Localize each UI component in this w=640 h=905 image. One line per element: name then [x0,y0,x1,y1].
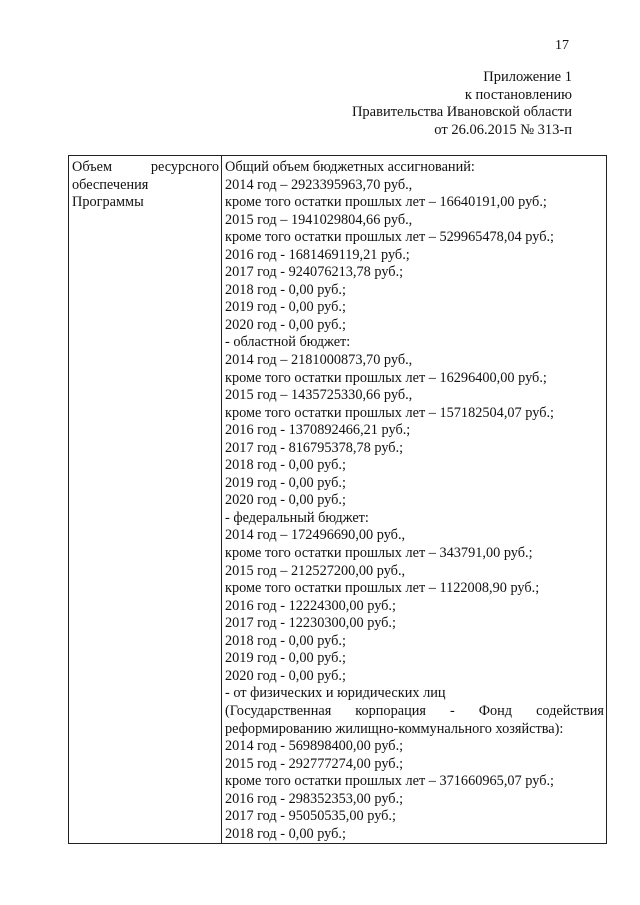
resource-row [69,156,607,844]
label-line-3: Программы [72,194,144,211]
content-line: 2014 год – 2923395963,70 руб., [225,176,413,193]
content-line: 2014 год – 172496690,00 руб., [225,527,406,544]
content-line: (Государственная корпорация - Фонд содействия [225,702,604,719]
content-line: 2020 год - 0,00 руб.; [225,316,346,333]
content-line: - федеральный бюджет: [225,509,369,526]
content-line: 2018 год - 0,00 руб.; [225,281,346,298]
content-line: 2015 год – 1435725330,66 руб., [225,387,413,404]
content-line: 2019 год - 0,00 руб.; [225,650,346,667]
content-line: кроме того остатки прошлых лет – 16640191,00 руб.; [225,194,547,211]
content-line: 2016 год - 1370892466,21 руб.; [225,422,411,439]
content-line: 2016 год - 1681469119,21 руб.; [225,246,410,263]
content-line: реформированию жилищно-коммунального хозяйства): [225,720,564,737]
appendix-header [352,69,572,139]
content-line: 2018 год - 0,00 руб.; [225,825,346,842]
content-line: - областной бюджет: [225,334,351,351]
label-line-2: обеспечения [72,176,149,193]
resource-label-cell [69,156,222,844]
content-line: 2019 год - 0,00 руб.; [225,474,346,491]
content-line: 2019 год - 0,00 руб.; [225,299,346,316]
content-line: 2017 год - 12230300,00 руб.; [225,615,396,632]
content-line: - от физических и юридических лиц [225,685,446,702]
content-line: кроме того остатки прошлых лет – 1122008,90 руб.; [225,580,540,597]
content-line: 2015 год – 1941029804,66 руб., [225,211,413,228]
content-line: 2020 год - 0,00 руб.; [225,667,346,684]
content-line: 2017 год - 816795378,78 руб.; [225,439,404,456]
label-word-resource: ресурсного [150,159,219,175]
content-line: 2018 год - 0,00 руб.; [225,632,346,649]
content-line: кроме того остатки прошлых лет – 16296400,00 руб.; [225,369,547,386]
content-line: 2015 год – 212527200,00 руб., [225,562,406,579]
content-line: 2014 год - 569898400,00 руб.; [225,738,404,755]
appendix-date-number: от 26.06.2015 № 313-п [434,121,572,138]
content-line: кроме того остатки прошлых лет – 343791,00 руб.; [225,545,533,562]
appendix-to-resolution: к постановлению [464,86,572,103]
content-line: Общий объем бюджетных ассигнований: [225,159,475,175]
appendix-title: Приложение 1 [483,69,572,85]
content-line: 2016 год - 298352353,00 руб.; [225,790,404,807]
label-line-1 [72,159,219,177]
content-line: 2017 год - 95050535,00 руб.; [225,808,396,825]
content-line: 2014 год – 2181000873,70 руб., [225,352,413,369]
label-word-volume: Объем [72,159,113,175]
content-line: кроме того остатки прошлых лет – 371660965,07 руб.; [225,773,555,790]
content-line: 2020 год - 0,00 руб.; [225,492,346,509]
content-line: 2016 год - 12224300,00 руб.; [225,597,396,614]
resource-table [68,155,607,844]
resource-content-cell [222,156,607,844]
content-line: кроме того остатки прошлых лет – 157182504,07 руб.; [225,404,555,421]
content-line: 2018 год - 0,00 руб.; [225,457,346,474]
content-line: 2017 год - 924076213,78 руб.; [225,264,404,281]
content-line: 2015 год - 292777274,00 руб.; [225,755,404,772]
page-number: 17 [555,38,569,53]
appendix-government: Правительства Ивановской области [351,104,572,121]
content-line: кроме того остатки прошлых лет – 529965478,04 руб.; [225,229,555,246]
